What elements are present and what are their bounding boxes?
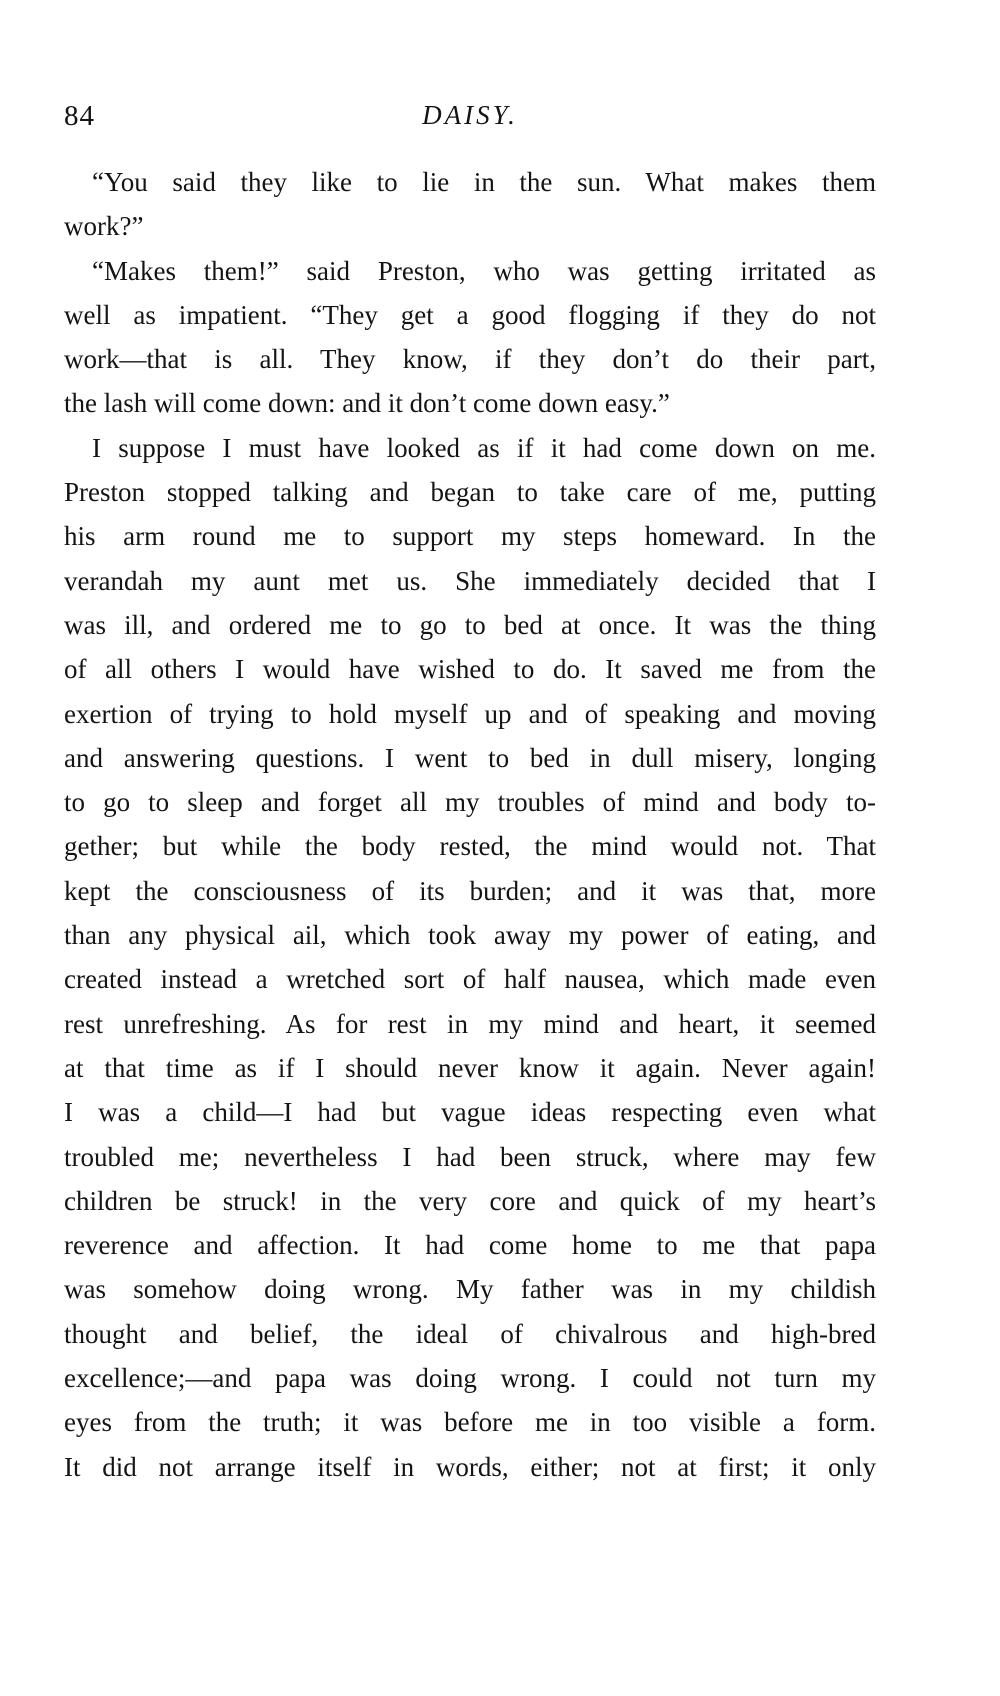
text-line: rest unrefreshing. As for rest in my mind and heart, it seemed — [64, 1008, 876, 1039]
text-line: “Makes them!” said Preston, who was getting irritated as — [92, 255, 876, 286]
text-line: eyes from the truth; it was before me in too visible a form. — [64, 1407, 876, 1438]
running-title: DAISY. — [422, 100, 518, 130]
text-line: created instead a wretched sort of half nausea, which made even — [64, 964, 876, 995]
text-line: troubled me; nevertheless I had been struck, where may few — [64, 1141, 876, 1172]
text-line: of all others I would have wished to do. It saved me from the — [64, 654, 876, 685]
text-line: work—that is all. They know, if they don’t do their part, — [64, 344, 876, 375]
page-number: 84 — [64, 100, 95, 132]
text-line: work?” — [64, 211, 144, 242]
text-line: at that time as if I should never know it again. Never again! — [64, 1052, 876, 1083]
text-line: “You said they like to lie in the sun. What makes them — [92, 167, 876, 197]
text-line: the lash will come down: and it don’t come down easy.” — [64, 388, 670, 419]
text-line: and answering questions. I went to bed in dull misery, longing — [64, 742, 876, 773]
text-line: verandah my aunt met us. She immediately decided that I — [64, 565, 876, 596]
body-text — [64, 160, 876, 1489]
text-line: children be struck! in the very core and quick of my heart’s — [64, 1185, 876, 1216]
text-line: his arm round me to support my steps homeward. In the — [64, 521, 876, 552]
text-line: to go to sleep and forget all my troubles of mind and body to- — [64, 787, 876, 818]
running-head — [64, 100, 876, 140]
text-line: exertion of trying to hold myself up and of speaking and moving — [64, 698, 876, 729]
text-line: Preston stopped talking and began to take care of me, putting — [64, 477, 876, 508]
text-line: excellence;—and papa was doing wrong. I could not turn my — [64, 1363, 876, 1394]
text-line: than any physical ail, which took away my power of eating, and — [64, 920, 876, 951]
text-line: reverence and affection. It had come home to me that papa — [64, 1230, 876, 1261]
text-line: I suppose I must have looked as if it had come down on me. — [92, 432, 876, 463]
text-line: gether; but while the body rested, the mind would not. That — [64, 831, 876, 862]
text-line: It did not arrange itself in words, either; not at first; it only — [64, 1451, 876, 1482]
text-line: was somehow doing wrong. My father was in my childish — [64, 1274, 876, 1305]
text-line: thought and belief, the ideal of chivalrous and high-bred — [64, 1318, 876, 1349]
text-line: I was a child—I had but vague ideas respecting even what — [64, 1097, 876, 1128]
text-line: well as impatient. “They get a good flogging if they do not — [64, 299, 876, 330]
text-line: kept the consciousness of its burden; and it was that, more — [64, 875, 876, 906]
text-line: was ill, and ordered me to go to bed at once. It was the thing — [64, 609, 876, 640]
